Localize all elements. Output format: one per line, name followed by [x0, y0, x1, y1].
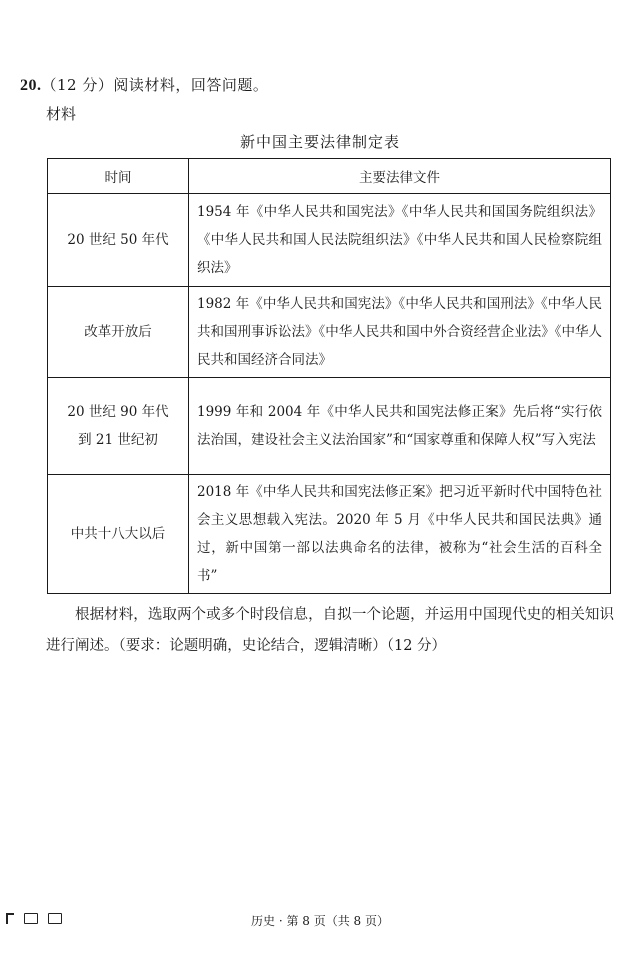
law-table	[47, 158, 611, 594]
documents-cell: 1999 年和 2004 年《中华人民共和国宪法修正案》先后将“实行依法治国，建设社会主义法治国家”和“国家尊重和保障人权”写入宪法	[189, 378, 611, 475]
period-cell: 改革开放后	[48, 287, 189, 378]
header-documents: 主要法律文件	[189, 159, 611, 194]
table-row	[48, 475, 611, 594]
period-cell: 20 世纪 90 年代到 21 世纪初	[48, 378, 189, 475]
header-period: 时间	[48, 159, 189, 194]
page-footer: 历史 · 第 8 页（共 8 页）	[251, 914, 389, 928]
table-header-row	[48, 159, 611, 194]
table-row	[48, 194, 611, 287]
task-instruction: 根据材料，选取两个或多个时段信息，自拟一个论题，并运用中国现代史的相关知识进行阐述。（要求：论题明确，史论结合，逻辑清晰）（12 分）	[46, 607, 614, 654]
table-row	[48, 287, 611, 378]
period-cell: 20 世纪 50 年代	[48, 194, 189, 287]
question-prompt: （12 分）阅读材料，回答问题。	[41, 76, 269, 94]
documents-cell: 1982 年《中华人民共和国宪法》《中华人民共和国刑法》《中华人民共和国刑事诉讼法》《中华人民共和国中外合资经营企业法》《中华人民共和国经济合同法》	[189, 287, 611, 378]
table-title: 新中国主要法律制定表	[239, 133, 400, 151]
documents-cell: 2018 年《中华人民共和国宪法修正案》把习近平新时代中国特色社会主义思想载入宪法。2020 年 5 月《中华人民共和国民法典》通过，新中国第一部以法典命名的法律，被称为“社会生活的百科全书”	[189, 475, 611, 594]
table-row	[48, 378, 611, 475]
question-number: 20.	[20, 77, 42, 94]
question-heading	[20, 74, 268, 95]
period-cell: 中共十八大以后	[48, 475, 189, 594]
documents-cell: 1954 年《中华人民共和国宪法》《中华人民共和国国务院组织法》《中华人民共和国人民法院组织法》《中华人民共和国人民检察院组织法》	[189, 194, 611, 287]
material-label: 材料	[46, 105, 77, 123]
